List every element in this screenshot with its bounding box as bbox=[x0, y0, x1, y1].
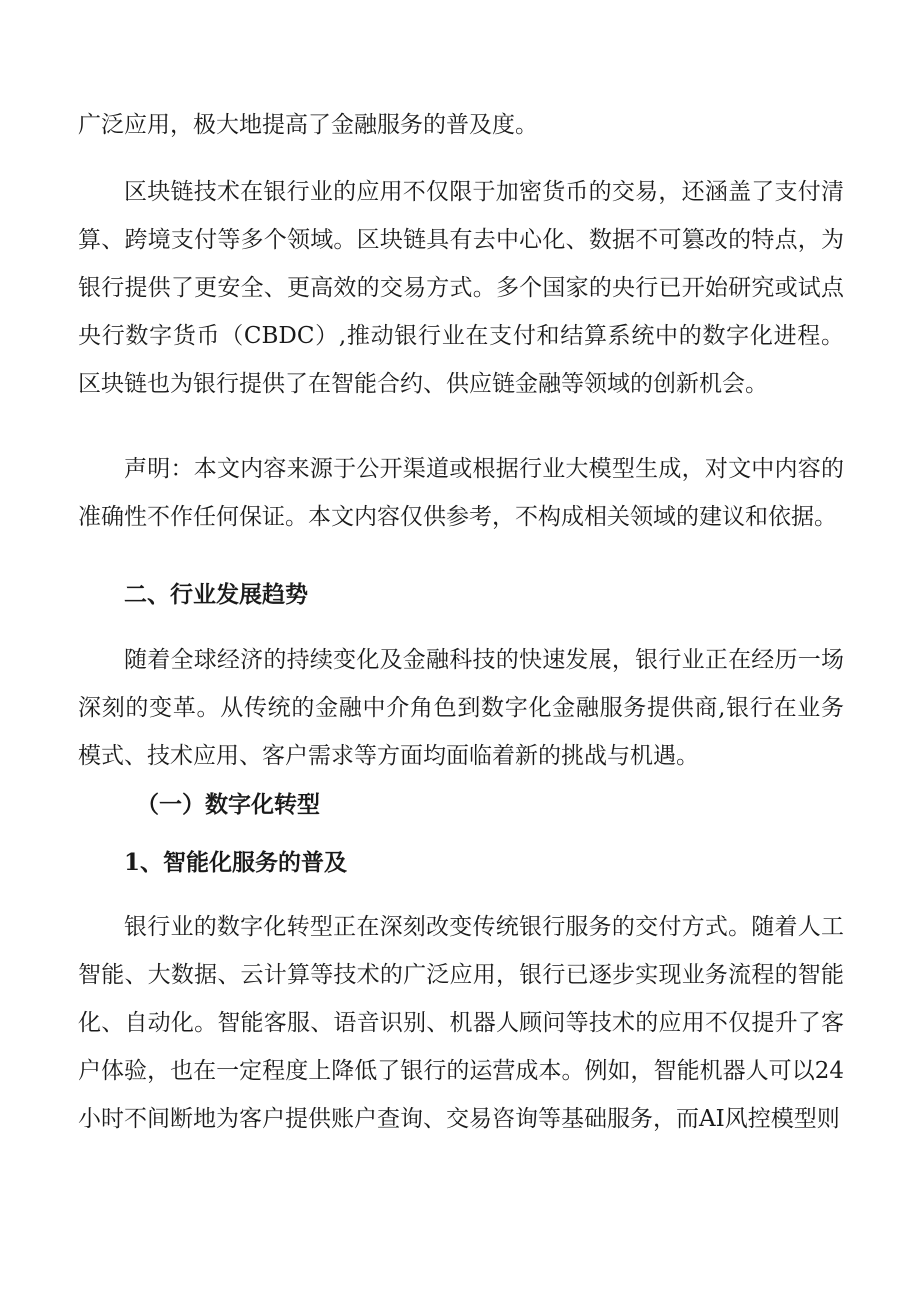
section-heading-trends: 二、行业发展趋势 bbox=[124, 582, 308, 608]
paragraph-continuation: 广泛应用，极大地提高了金融服务的普及度。 bbox=[78, 112, 538, 138]
paragraph-disclaimer: 声明：本文内容来源于公开渠道或根据行业大模型生成，对文中内容的准确性不作任何保证。本文内容仅供参考，不构成相关领域的建议和依据。 bbox=[78, 456, 844, 530]
paragraph-digital-transformation: 银行业的数字化转型正在深刻改变传统银行服务的交付方式。随着人工智能、大数据、云计算等技术的广泛应用，银行已逐步实现业务流程的智能化、自动化。智能客服、语音识别、机器人顾问等技术的应用不仅提升了客户体验，也在一定程度上降低了银行的运营成本。例如，智能机器人可以24小时不间断地为客户提供账户查询、交易咨询等基础服务，而AI风控模型则 bbox=[78, 914, 844, 1132]
item-heading-intelligent-service: 1、智能化服务的普及 bbox=[124, 849, 348, 876]
paragraph-trends-intro: 随着全球经济的持续变化及金融科技的快速发展，银行业正在经历一场深刻的变革。从传统的金融中介角色到数字化金融服务提供商,银行在业务模式、技术应用、客户需求等方面均面临着新的挑战与机遇。 bbox=[78, 647, 844, 769]
subsection-heading-digital: （一）数字化转型 bbox=[136, 791, 320, 818]
paragraph-blockchain: 区块链技术在银行业的应用不仅限于加密货币的交易，还涵盖了支付清算、跨境支付等多个领域。区块链具有去中心化、数据不可篡改的特点，为银行提供了更安全、更高效的交易方式。多个国家的央行已开始研究或试点央行数字货币（CBDC）,推动银行业在支付和结算系统中的数字化进程。区块链也为银行提供了在智能合约、供应链金融等领域的创新机会。 bbox=[78, 179, 844, 397]
